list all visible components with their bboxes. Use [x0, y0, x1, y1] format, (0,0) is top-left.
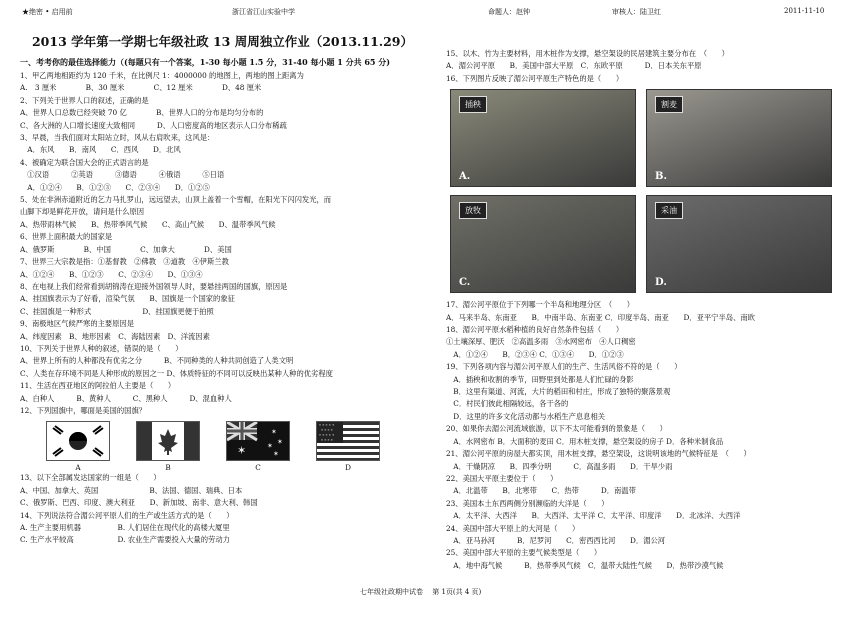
- question-line: 24、美国中部大平原上的大河是（ ）: [446, 523, 580, 533]
- flag-label: A: [75, 463, 81, 473]
- question-line: 25、美国中部大平原的主要气候类型是（ ）: [446, 548, 602, 558]
- question-line: 2、下列关于世界人口的叙述，正确的是: [20, 95, 149, 105]
- photo-1: [646, 89, 832, 187]
- question-line: C、人类在存环境不同是人种形成的原因之一 D、体质特征的不同可以反映出某种人种的优劣程度: [20, 368, 333, 378]
- question-line: A、热带雨林气候 B、热带季风气候 C、高山气候 D、温带季风气候: [20, 219, 276, 229]
- photo-3: [646, 195, 832, 293]
- question-line: 14、下列说法符合湄公河平原人们的生产或生活方式的是（ ）: [20, 510, 234, 520]
- question-line: D．这里的许多文化活动都与水稻生产息息相关: [446, 411, 606, 421]
- section-heading: 一、考考你的最佳选择能力（(每题只有一个答案，1-30 每小题 1.5 分，31-40 每小题 1 分共 65 分): [20, 57, 391, 67]
- question-line: 山脚下却是鲜花开放，请问是什么原因: [20, 207, 145, 217]
- question-line: 20、如果你去湄公河流域旅游，以下不太可能看到的景象是（ ）: [446, 424, 667, 434]
- reviewer: 审核人：陆卫红: [612, 8, 661, 16]
- question-line: 8、在电视上我们经常看到胡锦涛在迎接外国领导人时，要悬挂两国的国旗，原因是: [20, 281, 288, 291]
- question-line: 16、下列图片反映了湄公河平原生产特色的是（ ）: [446, 73, 624, 83]
- question-line: 4、被确定为联合国大会的正式语言的是: [20, 157, 149, 167]
- svg-text:✶: ✶: [267, 442, 273, 451]
- question-line: A．东风 B．南风 C．西风 D．北风: [20, 145, 181, 155]
- page-footer: 七年级社政期中试卷 第 1页(共 4 页): [360, 588, 482, 596]
- flag-label: B: [165, 463, 171, 473]
- question-line: A、俄罗斯 B、中国 C、加拿大 D、美国: [20, 244, 232, 254]
- flag-canada: [136, 421, 200, 461]
- question-line: 1、甲乙两地相距约为 120 千米，在比例尺 1：4000000 的地图上，两地的图上距离为: [20, 71, 304, 80]
- photo-tag: 放牧: [459, 202, 487, 219]
- page-title: 2013 学年第一学期七年级社政 13 周周独立作业（2013.11.29）: [31, 34, 414, 49]
- question-line: A、世界上所有的人种都没有优劣之分 B、不同种类的人种共同创造了人类文明: [20, 356, 294, 366]
- svg-text:✶: ✶: [273, 450, 279, 459]
- question-line: 15、以木、竹为主要材料，用木桩作为支撑，悬空架设的民居建筑主要分布在 （ ）: [446, 49, 729, 58]
- header-date: 2011-11-10: [784, 7, 825, 15]
- photo-caption: B.: [655, 171, 667, 183]
- question-line: 13、以下全部属发达国家的一组是（ ）: [20, 473, 161, 483]
- question-line: A．北温带 B．北寒带 C．热带 D．南温带: [446, 486, 636, 496]
- question-line: ①汉语 ②英语 ③德语 ④俄语 ⑤日语: [20, 170, 225, 180]
- author: 命题人：赵钟: [488, 8, 530, 16]
- question-line: 17、湄公河平原位于下列哪一个半岛和地理分区 （ ）: [446, 300, 635, 310]
- question-line: 12、下列国旗中，哪面是美国的国旗？: [20, 405, 147, 415]
- photo-0: [450, 89, 636, 187]
- question-line: A、纬度因素 B、地形因素 C、海陆因素 D、洋流因素: [20, 331, 210, 341]
- svg-text:* * * * *: * * * * *: [319, 423, 335, 429]
- confidential-mark: ★绝密 • 启用前: [22, 8, 73, 16]
- photo-caption: A.: [459, 171, 471, 183]
- question-line: 19、下列各项内容与湄公河平原人们的生产、生活风俗不符的是（ ）: [446, 362, 682, 372]
- photo-tag: 采油: [655, 202, 683, 219]
- question-line: 3、早晨，当我们面对太阳站立时，风从右肩吹来，这风是：: [20, 133, 215, 143]
- question-line: A．干燥阴凉 B．四季分明 C．高温多雨 D．干旱少雨: [446, 461, 673, 471]
- flag-australia: [226, 421, 290, 461]
- photo-caption: C.: [459, 277, 471, 289]
- left-column: [20, 20, 425, 547]
- svg-text:* * * *: * * * *: [321, 428, 333, 434]
- question-line: 11、生活在西亚地区的阿拉伯人主要是（ ）: [20, 381, 176, 391]
- question-line: B．这里有渠道、河流，大片的稻田和村庄，形成了独特的聚落景观: [446, 387, 671, 397]
- question-line: A、中国、加拿大、英国 B、法国、德国、瑞典、日本: [20, 485, 243, 495]
- question-line: A．①②④ B．①②③ C．②③④ D．①②⑤: [20, 182, 210, 192]
- svg-text:✶: ✶: [237, 444, 247, 458]
- flag-label: D: [345, 463, 351, 473]
- question-list-right-2: [446, 299, 851, 572]
- photo-tag: 割麦: [655, 96, 683, 113]
- photo-grid: [450, 89, 851, 293]
- question-line: 9、南极地区气候严寒的主要原因是: [20, 319, 135, 329]
- svg-text:* * * * *: * * * * *: [319, 433, 335, 439]
- question-line: A．湄公河平原 B．美国中部大平原 C．东欧平原 D．日本关东平原: [446, 61, 702, 71]
- question-line: A、①②④ B、①②③ C、②③④ D、①③④: [20, 269, 203, 279]
- flag-label: C: [255, 463, 261, 473]
- question-line: A、白种人 B、黄种人 C、黑种人 D、混血种人: [20, 393, 232, 403]
- question-line: C、各大洲的人口增长速度大致相同 D、人口密度高的地区表示人口分布稀疏: [20, 120, 287, 130]
- question-line: 18、湄公河平原水稻种植的良好自然条件包括（ ）: [446, 325, 624, 335]
- question-line: C、挂国旗是一种形式 D、挂国旗更便于拍照: [20, 306, 214, 316]
- question-list-left: [20, 70, 425, 417]
- question-line: C．村民们彼此相隔较远，各干各的: [446, 399, 569, 409]
- flag-korea: [46, 421, 110, 461]
- question-list-right: [446, 48, 851, 85]
- question-line: 6、世界上面积最大的国家是: [20, 232, 113, 242]
- flag-usa: [316, 421, 380, 461]
- question-line: A. 3 厘米 B、30 厘米 C、12 厘米 D、48 厘米: [20, 83, 262, 93]
- photo-caption: D.: [655, 277, 667, 289]
- question-line: A．插秧和收割的季节，田野里到处都是人们忙碌的身影: [446, 374, 634, 384]
- question-line: 7、世界三大宗教是指：①基督教 ②佛教 ③道教 ④伊斯兰教: [20, 257, 229, 267]
- flag-labels: [46, 463, 425, 472]
- question-line: A．水网密布 B．大面积的麦田 C．用木桩支撑，悬空架设的房子 D．各种米制食品: [446, 436, 724, 446]
- question-line: 21、湄公河平原的房屋大都实顶，用木桩支撑，悬空架设，这说明该地的气候特征是 （ ）: [446, 449, 751, 459]
- svg-text:✶: ✶: [271, 428, 277, 437]
- right-column: [446, 48, 851, 572]
- photo-2: [450, 195, 636, 293]
- photo-tag: 插秧: [459, 96, 487, 113]
- question-line: A．亚马孙河 B．尼罗河 C．密西西比河 D．湄公河: [446, 535, 666, 545]
- school-name: 浙江省江山实验中学: [232, 8, 295, 16]
- question-line: A．地中海气候 B．热带季风气候 C．温带大陆性气候 D．热带沙漠气候: [446, 560, 724, 570]
- question-line: A、世界人口总数已经突破 70 亿 B、世界人口的分布是均匀分布的: [20, 108, 264, 118]
- question-line: A、挂国旗表示为了好看，渲染气氛 B、国旗是一个国家的象征: [20, 294, 235, 304]
- flag-row: [46, 421, 425, 461]
- question-line: 5、处在非洲赤道附近的乞力马扎罗山，远远望去，山顶上盖着一个雪帽，在阳光下闪闪发光，而: [20, 195, 332, 205]
- question-line: A. 生产主要用机器 B. 人们居住在现代化的高楼大厦里: [20, 523, 230, 532]
- question-line: ①土壤深厚、肥沃 ②高温多雨 ③水网密布 ④人口稠密: [446, 337, 636, 347]
- question-line: A．太平洋、大西洋 B．大西洋、太平洋 C．太平洋、印度洋 D．北冰洋、大西洋: [446, 511, 741, 521]
- svg-text:✶: ✶: [277, 438, 283, 447]
- question-line: 10、下列关于世界人种的叙述，错误的是（ ）: [20, 343, 183, 353]
- question-line: 22、美国大平原主要位于（ ）: [446, 473, 558, 483]
- question-line: C、俄罗斯、巴西、印度、澳大利亚 D、新加坡、南非、意大利、韩国: [20, 498, 258, 508]
- question-list-left-2: [20, 472, 425, 546]
- question-line: 23、美国本土东西两侧分别濒临的大洋是（ ）: [446, 498, 609, 508]
- svg-text:* * * *: * * * *: [321, 438, 333, 444]
- question-line: A．马来半岛、东南亚 B．中南半岛、东南亚 C．印度半岛、南亚 D．亚平宁半岛、南欧: [446, 312, 755, 322]
- question-line: C. 生产水平较高 D. 农业生产需要投入大量的劳动力: [20, 535, 230, 545]
- question-line: A．①②④ B．②③④ C．①③④ D．①②③: [446, 349, 624, 359]
